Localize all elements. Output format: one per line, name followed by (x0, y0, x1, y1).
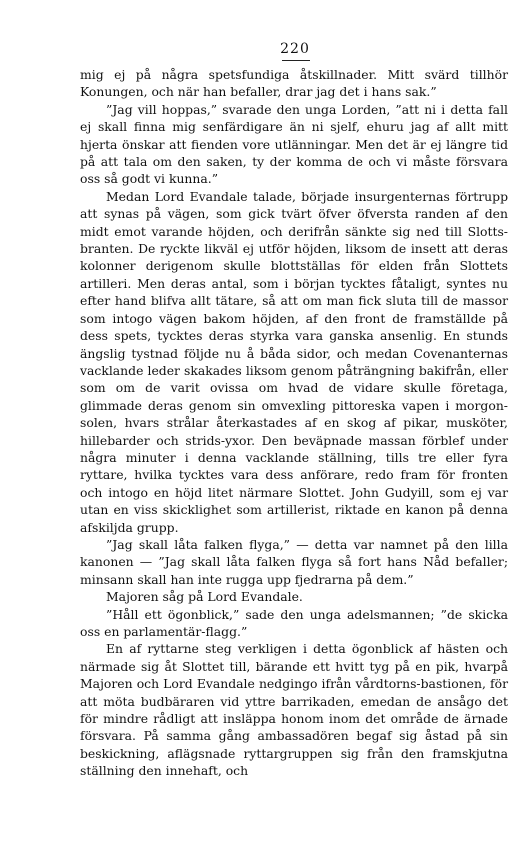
paragraph: Medan Lord Evandale talade, började insurgenternas förtrupp att synas på vägen, som gick tvärt öfver öfversta randen af den midt emot varande höjden, och derifrån sänkte sig ned till Slotts-branten. De ryckte likväl ej utför höjden, liksom de insett att deras kolonner derigenom skulle blottställas för elden från Slottets artilleri. Men deras antal, som i början tycktes fåtaligt, syntes nu efter hand blifva allt tätare, så att om man fick sluta till de massor som intogo vägen bakom höjden, af den front de framställde på dess spets, tycktes deras styrka vara ganska ansenlig. En stunds ängslig tystnad följde nu å båda sidor, och medan Covenanternas vacklande leder skakades liksom genom påträngning bakifrån, eller som om de varit ovissa om hvad de vidare skulle företaga, glimmade deras genom sin omvexling pittoreska vapen i morgon-solen, hvars strålar återkastades af en skog af pikar, musköter, hillebarder och strids-yxor. Den beväpnade massan förblef under några minuter i denna vacklande ställning, tills tre eller fyra ryttare, hvilka tycktes vara dess anförare, redo fram för fronten och intogo en höjd litet närmare Slottet. John Gudyill, som ej var utan en viss skicklighet som artillerist, riktade en kanon på denna afskiljda grupp. (80, 188, 508, 535)
header-rule (282, 60, 310, 61)
paragraph: ”Jag vill hoppas,” svarade den unga Lorden, ”att ni i detta fall ej skall finna mig senfärdigare än ni sjelf, ehuru jag af allt mitt hjerta önskar att fienden vore utlänningar. Men det är ej längre tid på att tala om den saken, ty der komma de och vi måste försvara oss så godt vi kunna.” (80, 101, 508, 187)
paragraph: ”Jag skall låta falken flyga,” — detta var namnet på den lilla kanonen — ”Jag skall låta falken flyga så fort hans Nåd befaller; minsann skall han inte rugga upp fjedrarna på dem.” (80, 536, 508, 587)
body-text (80, 66, 508, 780)
paragraph: En af ryttarne steg verkligen i detta ögonblick af hästen och närmade sig åt Slottet till, bärande ett hvitt tyg på en pik, hvarpå Majoren och Lord Evandale nedgingo ifrån vårdtorns-bastionen, för att möta budbäraren vid yttre barrikaden, emedan de ansågo det för mindre rådligt att insläppa honom inom det område de ärnade försvara. På samma gång ambassadören begaf sig åstad på sin beskickning, aflägsnade ryttargruppen sig från den framskjutna ställning den innehaft, och (80, 641, 508, 779)
paragraph: mig ej på några spetsfundiga åtskillnader. Mitt svärd tillhör Konungen, och när han befaller, drar jag det i hans sak.” (80, 67, 508, 100)
paragraph: Majoren såg på Lord Evandale. (106, 589, 303, 605)
paragraph: ”Håll ett ögonblick,” sade den unga adelsmannen; ”de skicka oss en parlamentär-flagg.” (80, 606, 508, 639)
page-number: 220 (280, 41, 310, 57)
book-page (80, 40, 508, 780)
